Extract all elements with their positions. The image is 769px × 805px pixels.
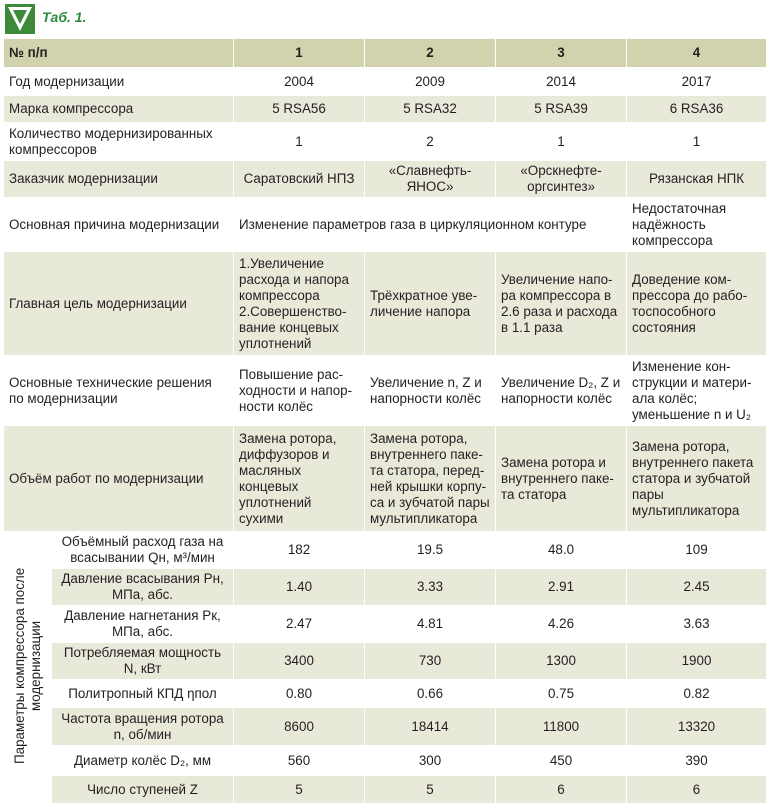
table-row (4, 708, 767, 746)
header-label: № п/п (4, 39, 234, 68)
cell: 4.26 (496, 606, 627, 643)
cell: 2009 (365, 68, 496, 96)
cell: 2017 (627, 68, 767, 96)
cell: 0.80 (234, 680, 365, 708)
cell: 1 (496, 123, 627, 161)
cell: 1 (234, 123, 365, 161)
cell: «Славнефть-ЯНОС» (365, 161, 496, 198)
table-row (4, 252, 767, 356)
cell: 11800 (496, 708, 627, 746)
cell: Замена ротора, внутреннего паке-та статора, перед-ней крышки корпу-са и зубчатой пары мультипликатора (365, 426, 496, 532)
param-label: Диаметр колёс D₂, мм (52, 746, 234, 776)
param-label: Число ступеней Z (52, 776, 234, 804)
param-label: Объёмный расход газа на всасывании Qн, м³/мин (52, 532, 234, 569)
param-label: Потребляемая мощность N, кВт (52, 643, 234, 680)
table-row (4, 776, 767, 804)
cell: 109 (627, 532, 767, 569)
cell: 2.47 (234, 606, 365, 643)
cell: 0.66 (365, 680, 496, 708)
params-group-label (4, 532, 52, 804)
cell: Доведение ком-прессора до рабо-тоспособного состояния (627, 252, 767, 356)
table-row (4, 68, 767, 96)
cell: 2.45 (627, 569, 767, 606)
cell: 5 (365, 776, 496, 804)
row-label-year: Год модернизации (4, 68, 234, 96)
cell: «Орскнефте-оргсинтез» (496, 161, 627, 198)
header-col-4: 4 (627, 39, 767, 68)
cell: Увеличение n, Z и напорности колёс (365, 356, 496, 426)
cell: 300 (365, 746, 496, 776)
cell: 0.75 (496, 680, 627, 708)
cell: 8600 (234, 708, 365, 746)
table-row (4, 606, 767, 643)
param-label: Политропный КПД ηпол (52, 680, 234, 708)
row-label-goal: Главная цель модернизации (4, 252, 234, 356)
table-row (4, 198, 767, 252)
cell: 2004 (234, 68, 365, 96)
table-caption-bar (0, 0, 769, 36)
table-row (4, 426, 767, 532)
table-row (4, 643, 767, 680)
cell: 2.91 (496, 569, 627, 606)
table-row (4, 123, 767, 161)
cell: Замена ротора и внутреннего паке-та статора (496, 426, 627, 532)
cell: Рязанская НПК (627, 161, 767, 198)
cell: 730 (365, 643, 496, 680)
cell: 1.Увеличение расхода и напора компрессора 2.Совершенство-вание концевых уплотнений (234, 252, 365, 356)
cell: 3.33 (365, 569, 496, 606)
cell: Недостаточная надёжность компрессора (627, 198, 767, 252)
cell: 1 (627, 123, 767, 161)
cell: Замена ротора, внутреннего пакета статора и зубчатой пары мультипликатора (627, 426, 767, 532)
cell: Трёхкратное уве-личение напора (365, 252, 496, 356)
header-col-2: 2 (365, 39, 496, 68)
cell: Саратовский НПЗ (234, 161, 365, 198)
cell: 18414 (365, 708, 496, 746)
cell-merged: Изменение параметров газа в циркуляционном контуре (234, 198, 627, 252)
header-col-1: 1 (234, 39, 365, 68)
cell: 48.0 (496, 532, 627, 569)
table-row (4, 96, 767, 123)
checkmark-logo-icon (5, 4, 35, 34)
table-caption: Таб. 1. (42, 9, 87, 25)
cell: 19.5 (365, 532, 496, 569)
cell: 13320 (627, 708, 767, 746)
cell: 1.40 (234, 569, 365, 606)
cell: 0.82 (627, 680, 767, 708)
row-label-brand: Марка компрессора (4, 96, 234, 123)
cell: 2014 (496, 68, 627, 96)
cell: 6 (496, 776, 627, 804)
cell: 4.81 (365, 606, 496, 643)
row-label-reason: Основная причина модернизации (4, 198, 234, 252)
row-label-count: Количество модернизированных компрессоров (4, 123, 234, 161)
cell: 390 (627, 746, 767, 776)
row-label-customer: Заказчик модернизации (4, 161, 234, 198)
cell: Увеличение D₂, Z и напорности колёс (496, 356, 627, 426)
header-col-3: 3 (496, 39, 627, 68)
param-label: Частота вращения ротора n, об/мин (52, 708, 234, 746)
cell: Замена ротора, диффузоров и масляных концевых уплотнений сухими (234, 426, 365, 532)
cell: 2 (365, 123, 496, 161)
cell: 450 (496, 746, 627, 776)
header-row (4, 39, 767, 68)
cell: 5 (234, 776, 365, 804)
table-row (4, 356, 767, 426)
table-row (4, 569, 767, 606)
table-row (4, 161, 767, 198)
cell: 1300 (496, 643, 627, 680)
cell: Повышение рас-ходности и напор-ности колёс (234, 356, 365, 426)
cell: 6 RSA36 (627, 96, 767, 123)
cell: 560 (234, 746, 365, 776)
cell: 3.63 (627, 606, 767, 643)
cell: 5 RSA56 (234, 96, 365, 123)
cell: 3400 (234, 643, 365, 680)
table-row (4, 680, 767, 708)
param-label: Давление нагнетания Pк, МПа, абс. (52, 606, 234, 643)
params-group-text: Параметры компрессора после модернизации (11, 567, 43, 764)
cell: 5 RSA39 (496, 96, 627, 123)
param-label: Давление всасывания Pн, МПа, абс. (52, 569, 234, 606)
cell: 5 RSA32 (365, 96, 496, 123)
row-label-scope: Объём работ по модернизации (4, 426, 234, 532)
table-row (4, 532, 767, 569)
row-label-solutions: Основные технические решения по модернизации (4, 356, 234, 426)
table-row (4, 746, 767, 776)
cell: 1900 (627, 643, 767, 680)
cell: 182 (234, 532, 365, 569)
modernization-table (3, 38, 767, 804)
cell: 6 (627, 776, 767, 804)
cell: Увеличение напо-ра компрессора в 2.6 раза и расхода в 1.1 раза (496, 252, 627, 356)
cell: Изменение кон-струкции и матери-ала колёс; уменьшение n и U₂ (627, 356, 767, 426)
